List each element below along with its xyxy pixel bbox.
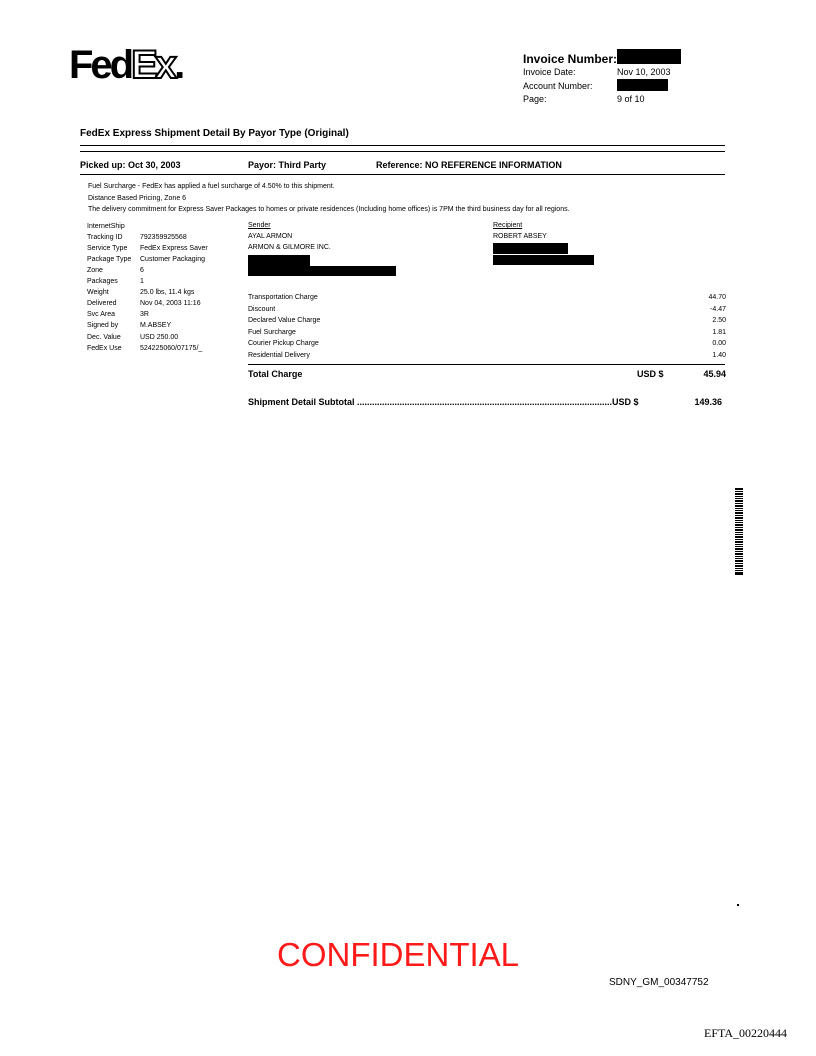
shipment-subtotal-label: Shipment Detail Subtotal ......................................................................................................USD $: [248, 397, 639, 407]
recipient-name: ROBERT ABSEY: [493, 233, 547, 240]
total-charge-label: Total Charge: [248, 369, 303, 379]
redaction-recipient-address: [493, 243, 568, 254]
note-fuel-surcharge: Fuel Surcharge - FedEx has applied a fuel surcharge of 4.50% to this shipment.: [88, 183, 335, 190]
scan-speck: [737, 904, 739, 906]
sender-company: ARMON & GILMORE INC.: [248, 244, 331, 251]
detail-value: USD 250.00: [140, 334, 179, 341]
barcode-graphic: [735, 488, 743, 575]
page-value: 9 of 10: [617, 94, 645, 104]
sender-name: AYAL ARMON: [248, 233, 293, 240]
charge-amount: 1.40: [712, 352, 726, 359]
confidential-stamp: CONFIDENTIAL: [277, 936, 520, 973]
charge-label: Discount: [248, 306, 276, 313]
section-title: FedEx Express Shipment Detail By Payor Type (Original): [80, 128, 349, 139]
invoice-number-label: Invoice Number:: [523, 52, 618, 66]
total-divider: [248, 364, 725, 365]
detail-label: Signed by: [87, 322, 119, 329]
picked-up-date: Picked up: Oct 30, 2003: [80, 160, 181, 170]
note-delivery-commitment: The delivery commitment for Express Saver Packages to homes or private residences (Including home offices) is 7PM the third business day for all regions.: [88, 206, 570, 213]
payor-type: Payor: Third Party: [248, 160, 327, 170]
charge-amount: -4.47: [710, 306, 726, 313]
detail-label: Svc Area: [87, 311, 116, 318]
detail-label: FedEx Use: [87, 345, 122, 352]
logo-ex: Ex: [131, 43, 175, 87]
charge-label: Courier Pickup Charge: [248, 340, 319, 347]
logo-fed: Fed: [69, 43, 132, 87]
efta-number: EFTA_00220444: [704, 1026, 788, 1040]
bates-number: SDNY_GM_00347752: [609, 977, 709, 988]
divider-shipment: [80, 174, 725, 175]
detail-label: Tracking ID: [87, 234, 123, 241]
detail-value: M.ABSEY: [140, 322, 172, 329]
fedex-logo: [69, 45, 185, 85]
charge-label: Transportation Charge: [248, 294, 318, 301]
invoice-date-value: Nov 10, 2003: [617, 67, 671, 77]
charge-amount: 44.70: [708, 294, 726, 301]
charge-label: Declared Value Charge: [248, 317, 321, 324]
charge-label: Fuel Surcharge: [248, 329, 296, 336]
charge-amount: 1.81: [712, 329, 726, 336]
detail-label: Zone: [87, 267, 103, 274]
redaction-sender-address: [248, 255, 310, 266]
detail-value: 792359925568: [140, 234, 187, 241]
detail-value: 1: [140, 278, 144, 285]
redaction-account-number: [617, 79, 668, 91]
reference-info: Reference: NO REFERENCE INFORMATION: [376, 160, 562, 170]
total-currency: USD $: [637, 369, 664, 379]
recipient-heading: Recipient: [493, 222, 523, 229]
charge-amount: 0.00: [712, 340, 726, 347]
sender-heading: Sender: [248, 222, 271, 229]
page-label: Page:: [523, 94, 547, 104]
logo-dot: .: [174, 43, 186, 87]
total-charge-amount: 45.94: [703, 369, 726, 379]
detail-label: Weight: [87, 289, 109, 296]
detail-label: Packages: [87, 278, 118, 285]
detail-value: 524225060/07175/_: [140, 345, 203, 352]
charge-amount: 2.50: [712, 317, 726, 324]
detail-label: Delivered: [87, 300, 117, 307]
account-number-label: Account Number:: [523, 81, 593, 91]
redaction-sender-city: [248, 266, 396, 276]
redaction-recipient-city: [493, 255, 594, 265]
divider-top-2: [80, 151, 725, 152]
detail-value: 6: [140, 267, 144, 274]
detail-value: 25.0 lbs, 11.4 kgs: [140, 289, 195, 296]
invoice-date-label: Invoice Date:: [523, 67, 576, 77]
redaction-invoice-number: [617, 49, 681, 64]
charge-label: Residential Delivery: [248, 352, 310, 359]
detail-label: Dec. Value: [87, 334, 121, 341]
detail-value: Customer Packaging: [140, 256, 205, 263]
divider-top: [80, 145, 725, 146]
shipment-subtotal-amount: 149.36: [694, 397, 722, 407]
detail-label: Service Type: [87, 245, 128, 252]
note-distance-pricing: Distance Based Pricing, Zone 6: [88, 195, 187, 202]
detail-value: Nov 04, 2003 11:16: [140, 300, 201, 307]
detail-value: 3R: [140, 311, 149, 318]
detail-label: InternetShip: [87, 223, 125, 230]
detail-label: Package Type: [87, 256, 132, 263]
detail-value: FedEx Express Saver: [140, 245, 208, 252]
